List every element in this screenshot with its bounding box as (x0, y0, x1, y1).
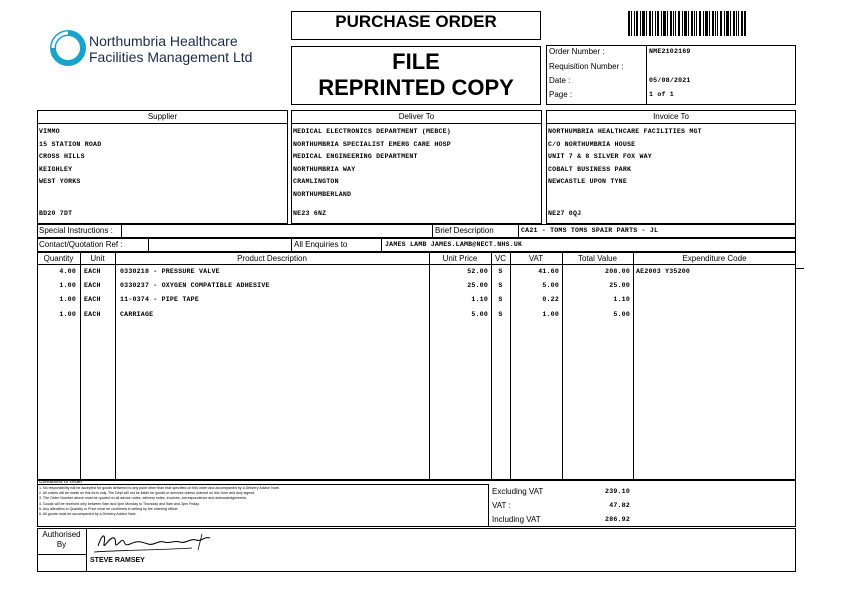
address-line: CRAMLINGTON (293, 178, 339, 185)
authorised-label-line1: Authorised (42, 530, 81, 539)
col-header-quantity: Quantity (43, 254, 74, 263)
brief-description-value: CA21 - TOMS TOMS SPAIR PARTS - JL (521, 227, 659, 234)
condition-line: 3. The Order Number above must be quoted on all advice notes, delivery notes, invoices, correspondence and acknowledgements. (39, 496, 248, 501)
condition-line: 1. No responsibility will be accepted for goods delivered to any point other than that specified on this order and accompanied by a Delivery Advice Note. (39, 486, 280, 490)
address-line: UNIT 7 & 8 SILVER FOX WAY (548, 153, 652, 160)
condition-line: 6. All goods must be accompanied by a Delivery Advice Note. (39, 512, 137, 517)
row-total: 5.00 (613, 311, 630, 318)
row-description: 11-0374 - PIPE TAPE (120, 296, 199, 303)
row-unit: EACH (84, 311, 101, 318)
order-number-value: NME2102169 (649, 48, 691, 55)
col-header-description: Product Description (237, 254, 307, 263)
signature-image (92, 530, 216, 556)
address-line: KEIGHLEY (39, 165, 73, 173)
postcode: NE27 0QJ (548, 210, 582, 217)
address-line: NORTHUMBERLAND (293, 190, 352, 198)
row-description: CARRIAGE (120, 311, 154, 318)
address-line: MEDICAL ENGINEERING DEPARTMENT (293, 153, 418, 160)
col-header-expenditure-code: Expenditure Code (682, 254, 747, 263)
row-vat: 5.00 (542, 282, 559, 289)
row-quantity: 4.00 (59, 268, 76, 275)
company-logo (50, 30, 270, 68)
purchase-order-title-box (291, 11, 541, 40)
address-line (548, 201, 702, 208)
logo-line-2: Facilities Management Ltd (89, 49, 253, 65)
authorised-name: STEVE RAMSEY (90, 557, 145, 564)
col-header-total-value: Total Value (578, 254, 617, 263)
row-vc: S (498, 296, 503, 303)
vat-label: VAT : (492, 501, 511, 510)
special-instructions-row (37, 224, 796, 238)
logo-mark-icon (50, 30, 86, 66)
special-instructions-label: Special Instructions : (39, 226, 113, 235)
authorised-label-line2: By (56, 540, 67, 549)
address-line: C/O NORTHUMBRIA HOUSE (548, 140, 636, 148)
row-unit: EACH (84, 296, 101, 303)
address-line: NEWCASTLE UPON TYNE (548, 178, 627, 185)
row-total: 208.00 (605, 268, 630, 275)
enquiries-value: JAMES LAMB JAMES.LAMB@NECT.NHS.UK (385, 241, 523, 248)
address-line: 15 STATION ROAD (39, 140, 102, 148)
row-unit-price: 25.00 (467, 282, 488, 289)
address-line (293, 201, 451, 208)
file-label: FILE (392, 49, 440, 74)
postcode: NE23 6NZ (293, 210, 327, 217)
row-unit-price: 1.10 (471, 296, 488, 303)
address-line: VIMMO (39, 128, 60, 135)
authorised-label (37, 530, 86, 550)
page-title: PURCHASE ORDER (335, 12, 497, 31)
logo-line-1: Northumbria Healthcare (89, 33, 238, 49)
address-line (548, 189, 702, 202)
row-total: 1.10 (613, 296, 630, 303)
conditions-title: Conditions of Order (39, 479, 83, 485)
row-quantity: 1.00 (59, 282, 76, 289)
address-line: CROSS HILLS (39, 153, 85, 160)
row-vc: S (498, 311, 503, 318)
row-description: 0330237 - OXYGEN COMPATIBLE ADHESIVE (120, 282, 270, 289)
row-vc: S (498, 282, 503, 289)
address-line (39, 189, 101, 202)
deliver-to-address (293, 126, 451, 221)
barcode-icon (628, 11, 746, 36)
col-header-unit-price: Unit Price (442, 254, 478, 263)
contact-label: Contact/Quotation Ref : (39, 240, 123, 249)
deliver-to-title: Deliver To (398, 112, 435, 121)
requisition-number-label: Requisition Number : (549, 62, 624, 71)
row-unit-price: 52.00 (467, 268, 488, 275)
row-total: 25.00 (609, 282, 630, 289)
supplier-title: Supplier (147, 112, 178, 121)
address-line: NORTHUMBRIA WAY (293, 165, 356, 173)
postcode: BD20 7DT (39, 210, 73, 217)
enquiries-label: All Enquiries to (294, 240, 348, 249)
brief-description-label: Brief Description (435, 226, 494, 235)
conditions-list (39, 486, 280, 517)
excluding-vat-value: 239.10 (605, 488, 630, 495)
date-label: Date : (549, 76, 571, 85)
condition-line: 4. Goods will be received only between 9am and 4pm Monday to Thursday and 9am and 3pm Friday. (39, 501, 200, 506)
address-line: MEDICAL ELECTRONICS DEPARTMENT (MEBCE) (293, 128, 451, 135)
excluding-vat-label: Excluding VAT (492, 487, 544, 496)
row-unit: EACH (84, 282, 101, 289)
address-line: COBALT BUSINESS PARK (548, 165, 632, 173)
row-vat: 1.00 (542, 311, 559, 318)
row-description: 0330218 - PRESSURE VALVE (120, 268, 220, 275)
vat-value: 47.82 (609, 502, 630, 509)
order-number-label: Order Number : (549, 47, 605, 56)
col-header-vat: VAT (528, 254, 544, 263)
page-value: 1 of 1 (649, 91, 674, 98)
col-header-unit: Unit (90, 254, 105, 263)
invoice-to-address (548, 126, 702, 221)
invoice-to-title: Invoice To (653, 112, 689, 121)
address-line: NORTHUMBRIA HEALTHCARE FACILITIES MGT (548, 128, 702, 135)
row-unit: EACH (84, 268, 101, 275)
supplier-address (39, 126, 101, 221)
row-unit-price: 5.00 (471, 311, 488, 318)
row-vat: 41.60 (538, 268, 559, 275)
row-quantity: 1.00 (59, 311, 76, 318)
col-header-vc: VC (494, 254, 507, 263)
address-line: NORTHUMBRIA SPECIALIST EMERG CARE HOSP (293, 140, 451, 148)
page-label: Page : (549, 90, 573, 99)
file-copy-box (291, 46, 541, 105)
row-vat: 0.22 (542, 296, 559, 303)
row-vc: S (498, 268, 503, 275)
reprinted-copy-label: REPRINTED COPY (318, 75, 514, 100)
condition-line: 2. All orders will be made on this form only. The Dept will not be liable for goods or services unless ordered on this form and duly signed. (39, 491, 256, 496)
row-quantity: 1.00 (59, 296, 76, 303)
row-expenditure-code: AE2003 Y35200 (636, 268, 691, 275)
including-vat-label: Including VAT (492, 515, 541, 524)
date-value: 05/08/2021 (649, 77, 691, 84)
address-line (39, 201, 101, 208)
including-vat-value: 286.92 (605, 516, 630, 523)
condition-line: 5. Any alteration in Quantity or Price must be confirmed in writing by the ordering officer. (39, 506, 179, 511)
address-line: WEST YORKS (39, 178, 81, 185)
